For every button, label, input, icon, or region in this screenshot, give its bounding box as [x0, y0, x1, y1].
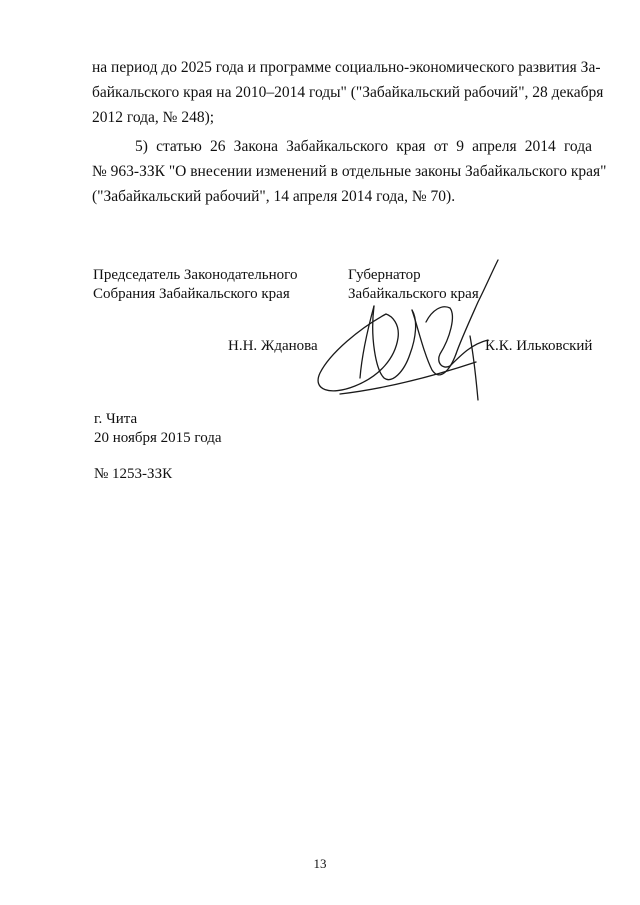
text-line: 5) статью 26 Закона Забайкальского края от 9 апреля 2014 года [135, 138, 592, 155]
law-number: № 1253-ЗЗК [94, 466, 173, 482]
text-line: ("Забайкальский рабочий", 14 апреля 2014 года, № 70). [92, 188, 456, 205]
left-title-line-1: Председатель Законодательного [93, 267, 298, 283]
left-title-line-2: Собрания Забайкальского края [93, 286, 290, 302]
text-line: 2012 года, № 248); [92, 109, 215, 126]
right-title-line-2: Забайкальского края [348, 286, 479, 302]
date-label: 20 ноября 2015 года [94, 430, 222, 446]
text-line: на период до 2025 года и программе социально-экономического развития За- [92, 59, 601, 76]
right-signatory-name: К.К. Ильковский [485, 338, 593, 354]
city-label: г. Чита [94, 411, 138, 427]
left-signatory-title [93, 266, 297, 304]
left-signatory-name: Н.Н. Жданова [228, 338, 318, 354]
place-and-date [94, 410, 222, 448]
right-title-line-1: Губернатор [348, 267, 421, 283]
text-line: № 963-ЗЗК "О внесении изменений в отдельные законы Забайкальского края" [92, 163, 607, 180]
paragraph-item-5 [92, 134, 607, 209]
text-line: байкальского края на 2010–2014 годы" ("Забайкальский рабочий", 28 декабря [92, 84, 604, 101]
handwritten-signature [300, 258, 530, 408]
page-number: 13 [313, 856, 327, 871]
paragraph-continuation [92, 55, 604, 130]
